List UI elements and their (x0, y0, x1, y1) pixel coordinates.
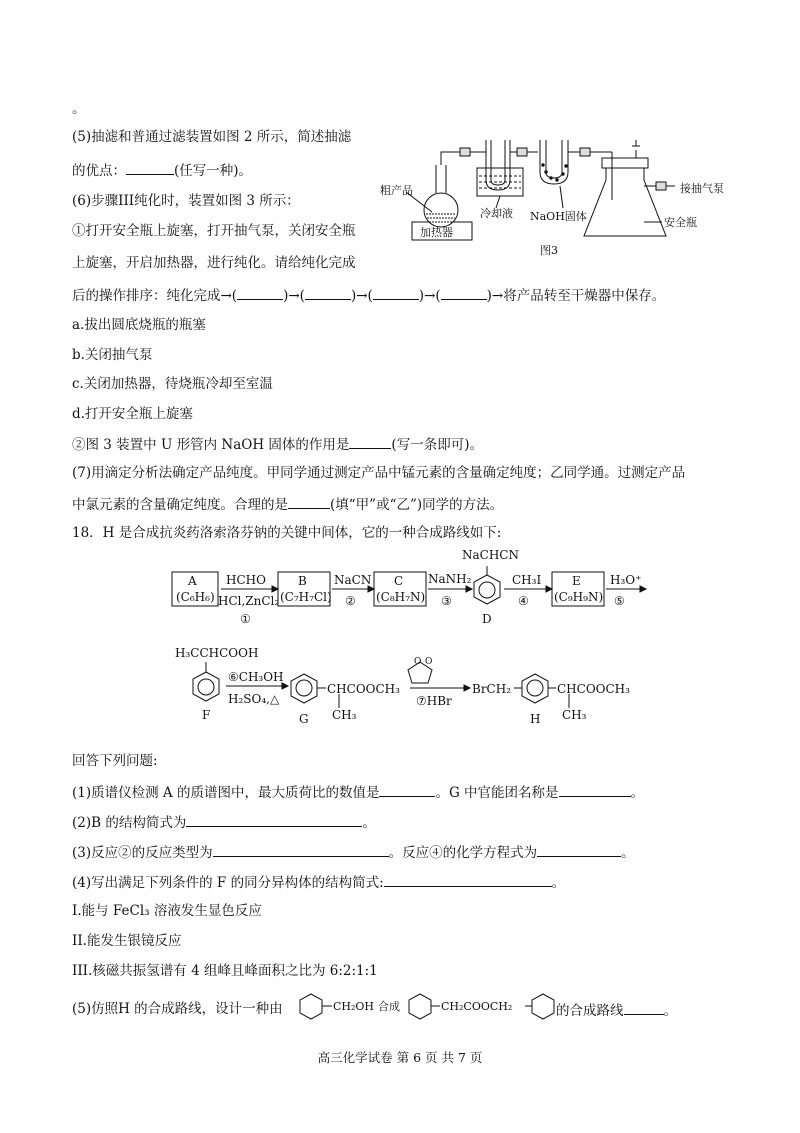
q17-p5-line2-pre: 的优点： (72, 163, 126, 179)
F-substituent: H₃CCHCOOH (175, 646, 259, 660)
q2-post: 。 (362, 815, 376, 831)
r3-top: NaNH₂ (428, 572, 472, 586)
q5-post-text: 的合成路线 (556, 1003, 624, 1019)
q5-pre: (5)仿照H 的合成路线，设计一种由 (72, 1001, 283, 1017)
C-formula: (C₈H₇N) (376, 590, 426, 604)
r4-top: CH₃I (512, 573, 542, 587)
q4-pre: (4)写出满足下列条件的 F 的同分异构体的结构简式: (72, 875, 384, 891)
answer-blank[interactable] (624, 1000, 664, 1015)
F-name: F (202, 708, 211, 722)
r1-num: ① (240, 612, 251, 626)
svg-text:O: O (414, 657, 422, 667)
q5-post (556, 1000, 677, 1020)
label-coolant: 冷却液 (480, 207, 513, 220)
H-left: BrCH₂ (472, 682, 512, 696)
q3-pre: (3)反应②的反应类型为 (72, 845, 213, 861)
label-crude-product: 粗产品 (380, 184, 413, 197)
r6-top: ⑥CH₃OH (228, 670, 284, 684)
option-c: c.关闭加热器，待烧瓶冷却至室温 (72, 376, 273, 392)
q17-p5-line2-post: (任写一种)。 (174, 163, 253, 179)
r3-num: ③ (441, 594, 452, 608)
benzene-q5-1 (300, 994, 322, 1019)
page-footer: 高三化学试卷 第 6 页 共 7 页 (317, 1050, 483, 1065)
figure3-caption: 图3 (540, 244, 558, 257)
r5-num: ⑤ (614, 594, 625, 608)
q4-post: 。 (551, 875, 566, 891)
q1-mid: 。G 中官能团名称是 (435, 785, 559, 801)
condition-3: III.核磁共振氢谱有 4 组峰且峰面积之比为 6:2:1:1 (72, 963, 378, 979)
r2-top: NaCN (334, 573, 372, 587)
label-naoh: NaOH固体 (530, 210, 587, 223)
q1-post: 。 (630, 785, 645, 801)
label-pump: 接抽气泵 (680, 182, 724, 195)
E-formula: (C₉H₉N) (554, 590, 604, 604)
r1-top: HCHO (226, 573, 266, 587)
q17-p6-line4-end: )→将产品转至干燥器中保存。 (486, 288, 666, 304)
q17-p6-line1: (6)步骤III纯化时，装置如图 3 所示： (72, 193, 300, 209)
questions-header: 回答下列问题: (72, 753, 158, 769)
q5-end: 。 (663, 1003, 677, 1019)
label-safety-flask: 安全瓶 (664, 216, 697, 229)
A-formula: (C₆H₆) (176, 590, 215, 604)
q17-p6-q2-pre: ②图 3 装置中 U 形管内 NaOH 固体的作用是 (72, 437, 350, 453)
q2-pre: (2)B 的结构简式为 (72, 815, 187, 831)
H-chain: CHCOOCH₃ (557, 682, 630, 696)
arrow-sep: )→( (350, 288, 373, 304)
q17-p6-line2: ①打开安全瓶上旋塞，打开抽气泵，关闭安全瓶 (72, 223, 356, 239)
q18-intro: 18．H 是合成抗炎药洛索洛芬钠的关键中间体，它的一种合成路线如下: (72, 525, 502, 541)
option-d: d.打开安全瓶上旋塞 (72, 406, 193, 422)
arrow-sep: )→( (283, 288, 305, 304)
label-heater: 加热器 (420, 226, 453, 239)
D-substituent: NaCHCN (462, 548, 519, 562)
A-name: A (188, 574, 197, 588)
benzene-q5-2 (409, 994, 431, 1019)
B-formula: (C₇H₇Cl) (280, 590, 332, 604)
option-b: b.关闭抽气泵 (72, 347, 153, 363)
q5-mid: 合成 (378, 1000, 400, 1013)
q17-p7-line2-post: (填“甲”或“乙”)同学的方法。 (330, 497, 504, 513)
q3-post: 。 (621, 845, 635, 861)
q17-p6-line3: 上旋塞，开启加热器，进行纯化。请给纯化完成 (72, 255, 356, 271)
B-name: B (298, 574, 307, 588)
G-chain: CHCOOCH₃ (327, 682, 400, 696)
r5-top: H₃O⁺ (610, 573, 642, 587)
G-name: G (299, 712, 309, 726)
condition-1: I.能与 FeCl₃ 溶液发生显色反应 (72, 903, 262, 919)
q17-p5-line1: (5)抽滤和普通过滤装置如图 2 所示，简述抽滤 (72, 129, 352, 145)
E-name: E (572, 574, 581, 588)
q5-sub2: CH₂COOCH₂ (441, 1000, 513, 1013)
q17-p6-q2-post: (写一条即可)。 (391, 437, 483, 453)
q3-mid: 。反应④的化学方程式为 (388, 845, 538, 861)
D-name: D (482, 612, 492, 626)
q17-p7-line1: (7)用滴定分析法确定产品纯度。甲同学通过测定产品中锰元素的含量确定纯度；乙同学通。过测定产品 (72, 465, 686, 481)
condition-2: II.能发生银镜反应 (72, 933, 182, 949)
r4-num: ④ (518, 594, 529, 608)
benzene-q5-3 (532, 994, 554, 1019)
q1-pre: (1)质谱仪检测 A 的质谱图中，最大质荷比的数值是 (72, 785, 380, 801)
top-mark: 。 (72, 101, 86, 117)
H-name: H (530, 712, 541, 726)
q17-p7-line2-pre: 中氯元素的含量确定纯度。合理的是 (72, 497, 288, 513)
C-name: C (394, 574, 404, 588)
G-methyl: CH₃ (332, 708, 357, 722)
r1-bottom: HCl,ZnCl₂ (218, 594, 280, 608)
r2-num: ② (345, 594, 356, 608)
r7-bottom: ⑦HBr (416, 694, 452, 708)
option-a: a.拔出圆底烧瓶的瓶塞 (72, 317, 206, 333)
r6-bottom: H₂SO₄,△ (228, 692, 280, 706)
svg-text:O: O (425, 657, 433, 667)
arrow-sep: )→( (418, 288, 441, 304)
q17-p6-line4-start: 后的操作排序：纯化完成→( (72, 288, 238, 304)
q5-sub1: CH₂OH (333, 1000, 375, 1013)
H-methyl: CH₃ (562, 708, 587, 722)
